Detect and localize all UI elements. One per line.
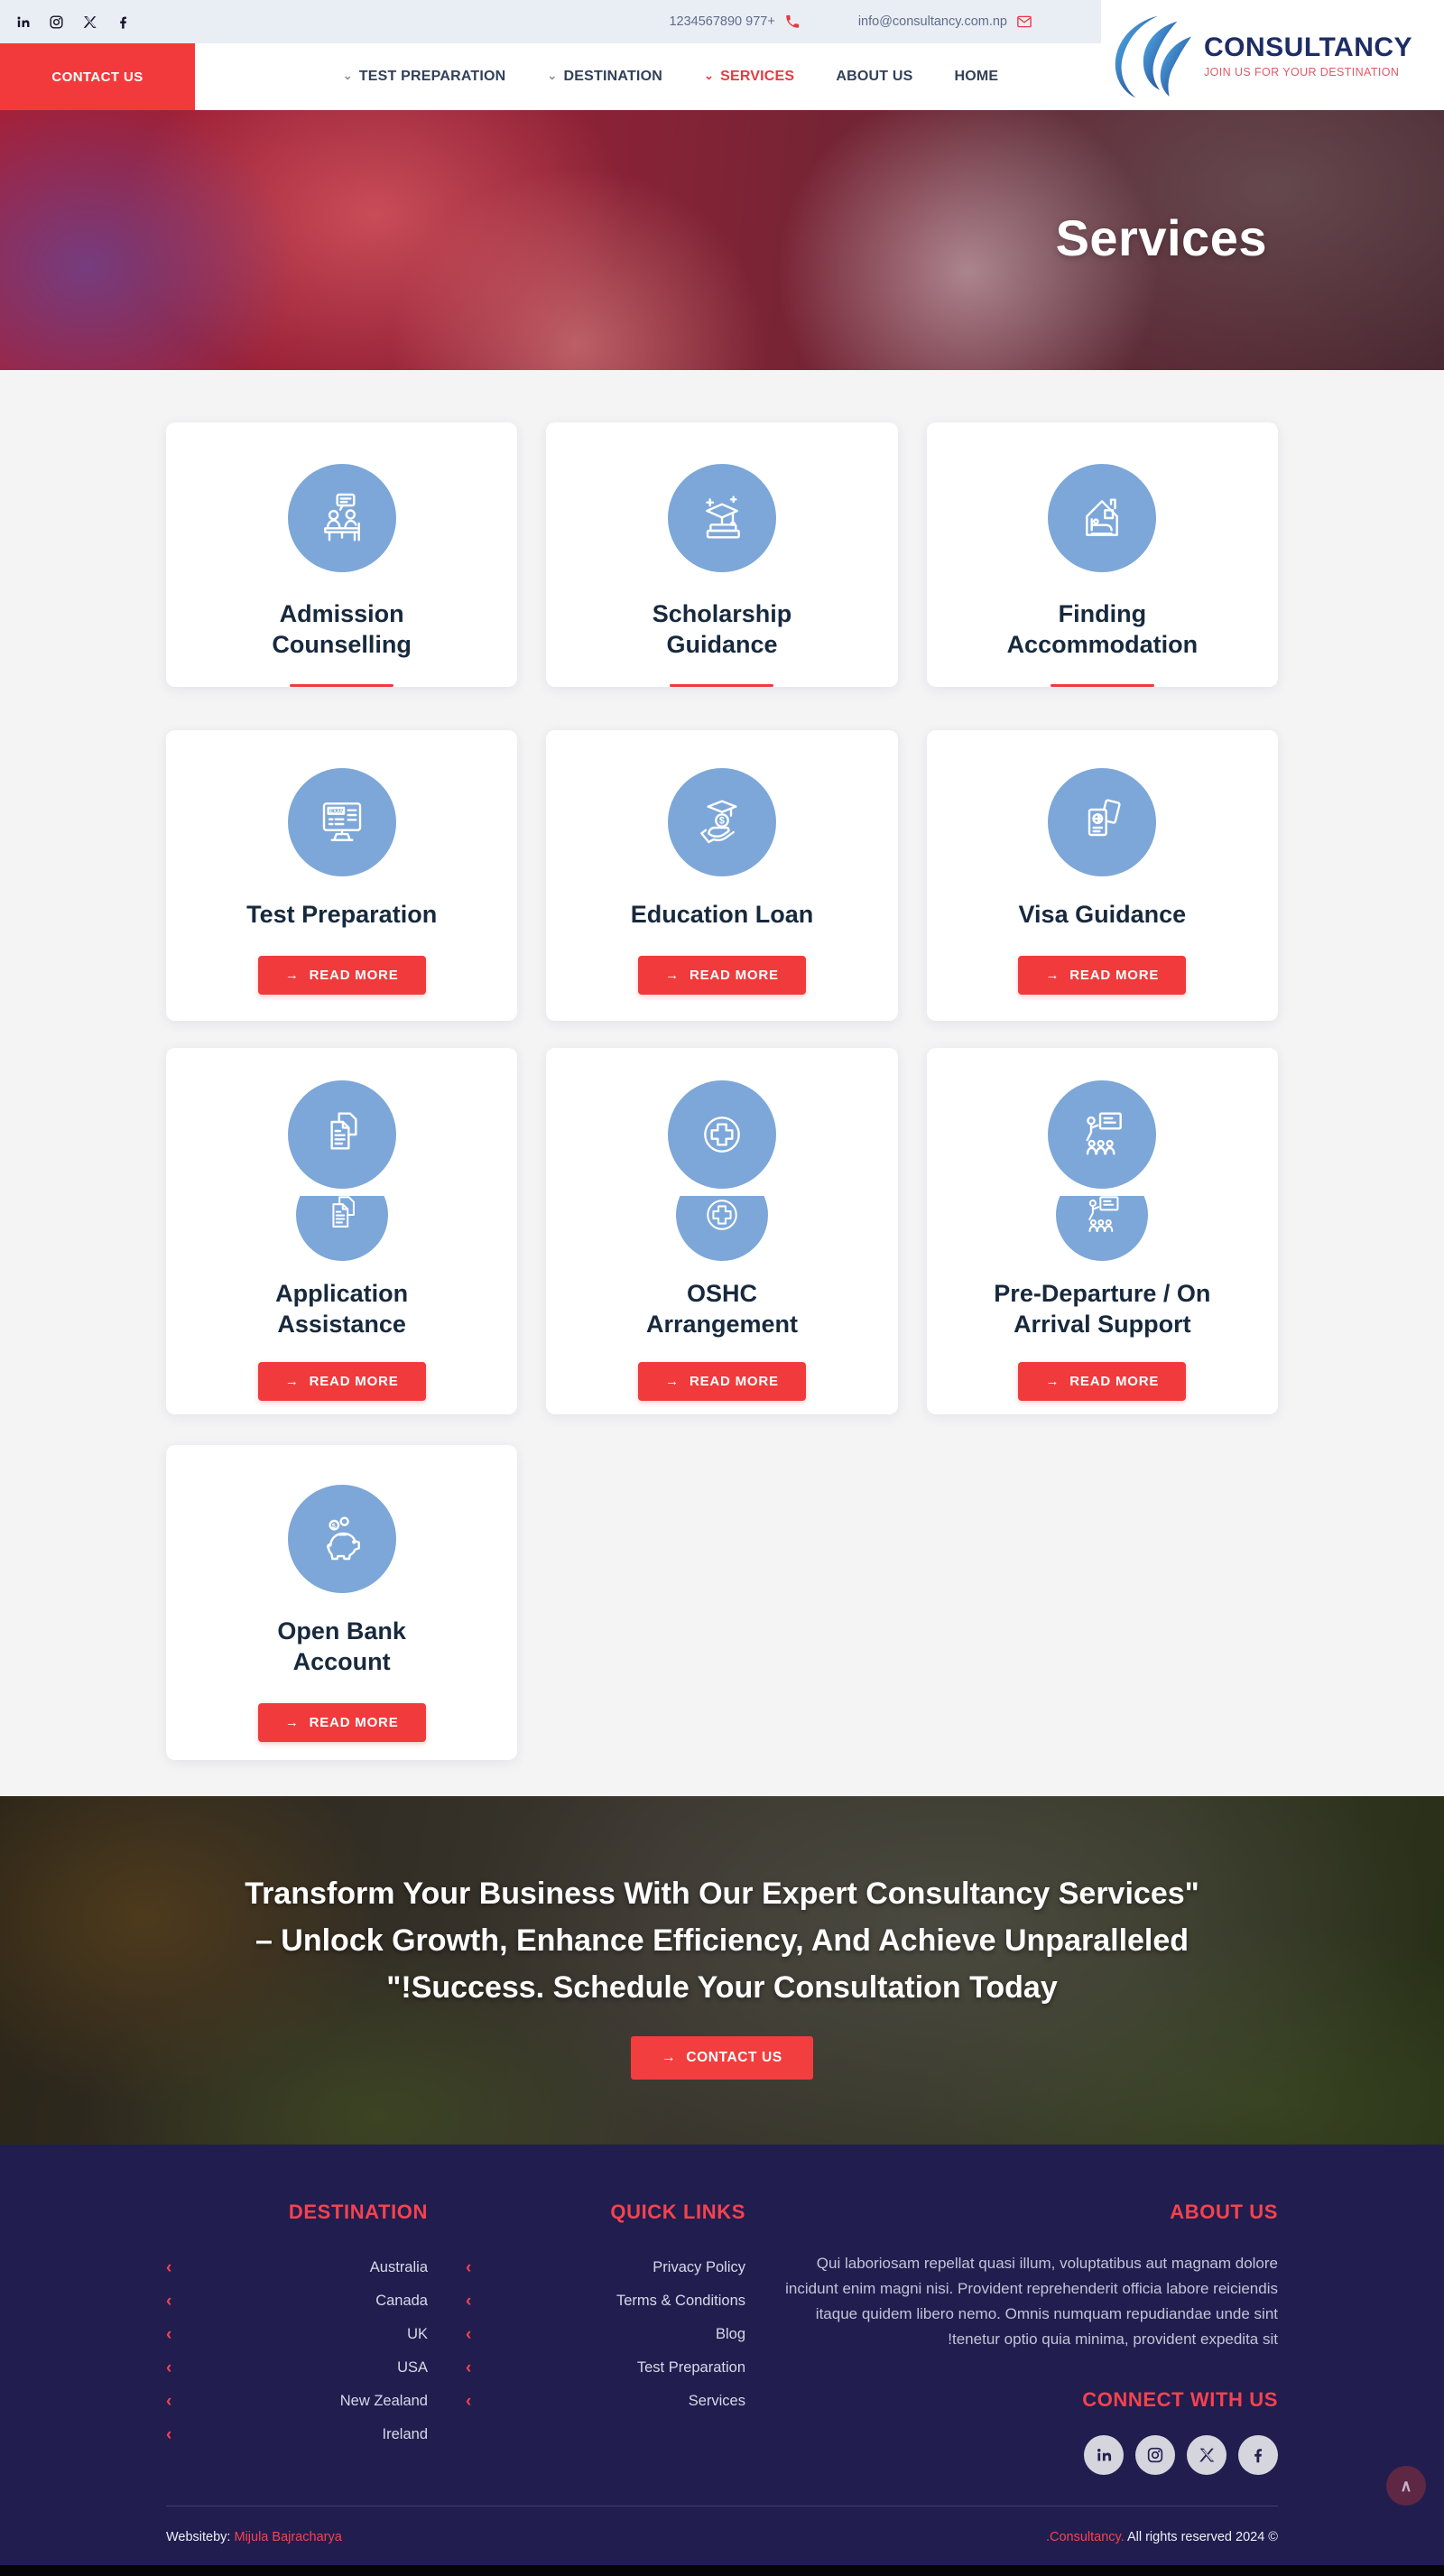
read-more-button[interactable]: → READ MORE bbox=[1018, 956, 1186, 995]
read-more-button[interactable]: → READ MORE bbox=[258, 956, 426, 995]
service-title: Scholarship Guidance bbox=[652, 600, 792, 658]
service-card-open-bank-account bbox=[166, 1445, 517, 1760]
phone-link[interactable] bbox=[669, 14, 800, 30]
service-card-oshc-arrangement bbox=[546, 1048, 897, 1414]
admission-counselling-icon bbox=[288, 464, 396, 572]
service-card-education-loan bbox=[546, 730, 897, 1021]
service-card-test-preparation bbox=[166, 730, 517, 1021]
read-more-button[interactable]: → READ MORE bbox=[638, 956, 806, 995]
linkedin-icon[interactable] bbox=[14, 14, 32, 31]
logo-globe-icon bbox=[1110, 13, 1195, 97]
red-underline bbox=[290, 684, 393, 688]
facebook-icon[interactable] bbox=[1238, 2435, 1278, 2475]
service-card-admission-counselling[interactable] bbox=[166, 422, 517, 687]
oshc-arrangement-icon bbox=[668, 1080, 776, 1189]
footer-about-heading: ABOUT US bbox=[1170, 2201, 1278, 2223]
services-row-4 bbox=[166, 1445, 1278, 1760]
footer-quick-links-column bbox=[466, 2201, 745, 2475]
footer-link-ireland[interactable]: ‹ Ireland bbox=[166, 2425, 428, 2444]
chevron-left-icon: ‹ bbox=[466, 2292, 472, 2311]
footer-social-icons bbox=[783, 2435, 1278, 2475]
footer-link-terms-conditions[interactable]: ‹ Terms & Conditions bbox=[466, 2292, 745, 2311]
contact-us-button[interactable]: CONTACT US bbox=[0, 43, 195, 110]
footer-destination-heading: DESTINATION bbox=[288, 2201, 428, 2223]
read-more-button[interactable]: → READ MORE bbox=[638, 1362, 806, 1401]
brand-link[interactable]: .Consultancy. bbox=[1045, 2530, 1125, 2544]
service-title: Pre-Departure / On Arrival Support bbox=[994, 1280, 1211, 1338]
service-title: OSHC Arrangement bbox=[645, 1280, 798, 1338]
footer-link-australia[interactable]: ‹ Australia bbox=[166, 2258, 428, 2277]
chevron-down-icon: ⌄ bbox=[342, 68, 353, 82]
scholarship-guidance-icon bbox=[668, 464, 776, 572]
footer-about-column bbox=[783, 2201, 1278, 2475]
education-loan-icon bbox=[668, 768, 776, 876]
destination-list bbox=[166, 2251, 428, 2451]
red-underline bbox=[1051, 684, 1154, 688]
service-title: Admission Counselling bbox=[272, 600, 412, 658]
logo-title: CONSULTANCY bbox=[1204, 32, 1413, 62]
mail-icon bbox=[1016, 14, 1032, 30]
nav-item-destination[interactable]: ⌄ DESTINATION bbox=[547, 68, 662, 84]
website-author-link[interactable]: Mijula Bajracharya bbox=[234, 2530, 342, 2544]
phone-icon bbox=[784, 14, 801, 30]
arrow-right-icon: → bbox=[1045, 967, 1060, 983]
services-row-1 bbox=[166, 422, 1278, 687]
instagram-icon[interactable] bbox=[48, 14, 65, 31]
chevron-left-icon: ‹ bbox=[466, 2392, 472, 2411]
x-icon[interactable] bbox=[1187, 2435, 1226, 2475]
nav-item-services[interactable]: ⌄ SERVICES bbox=[703, 68, 795, 84]
application-assistance-ghost-icon bbox=[296, 1196, 388, 1263]
test-preparation-icon bbox=[288, 768, 396, 876]
pre-departure-icon bbox=[1048, 1080, 1156, 1189]
footer-link-canada[interactable]: ‹ Canada bbox=[166, 2292, 428, 2311]
arrow-right-icon: → bbox=[665, 1373, 680, 1389]
footer-destination-column bbox=[166, 2201, 428, 2475]
chevron-left-icon: ‹ bbox=[166, 2358, 172, 2377]
service-title: Open Bank Account bbox=[277, 1617, 406, 1675]
chevron-left-icon: ‹ bbox=[166, 2258, 172, 2277]
application-assistance-icon bbox=[288, 1080, 396, 1189]
read-more-button[interactable]: → READ MORE bbox=[1018, 1362, 1186, 1401]
topbar-contacts bbox=[669, 14, 1065, 30]
arrow-right-icon: → bbox=[284, 1714, 300, 1730]
nav-item-about-us[interactable]: ABOUT US bbox=[836, 69, 913, 84]
service-title: Application Assistance bbox=[275, 1280, 409, 1338]
read-more-button[interactable]: → READ MORE bbox=[258, 1362, 426, 1401]
arrow-right-icon: → bbox=[665, 967, 680, 983]
website-credit: Websiteby: Mijula Bajracharya bbox=[166, 2530, 342, 2544]
footer-link-blog[interactable]: ‹ Blog bbox=[466, 2325, 745, 2344]
service-card-application-assistance bbox=[166, 1048, 517, 1414]
footer-bottom-bar bbox=[166, 2507, 1278, 2544]
service-title: Test Preparation bbox=[246, 901, 438, 928]
chevron-down-icon: ⌄ bbox=[703, 68, 715, 82]
chevron-left-icon: ‹ bbox=[466, 2358, 472, 2377]
chevron-left-icon: ‹ bbox=[466, 2325, 472, 2344]
page-title: Services bbox=[1055, 208, 1267, 266]
services-section bbox=[0, 370, 1444, 1796]
cta-contact-us-button[interactable]: → CONTACT US bbox=[631, 2036, 813, 2080]
arrow-right-icon: → bbox=[1045, 1373, 1060, 1389]
copyright: .Consultancy. All rights reserved 2024 © bbox=[1045, 2530, 1278, 2544]
nav-item-home[interactable]: HOME bbox=[954, 69, 999, 84]
footer-link-usa[interactable]: ‹ USA bbox=[166, 2358, 428, 2377]
visa-guidance-icon bbox=[1048, 768, 1156, 876]
x-icon[interactable] bbox=[81, 14, 98, 31]
chevron-left-icon: ‹ bbox=[466, 2258, 472, 2277]
read-more-button[interactable]: → READ MORE bbox=[258, 1703, 426, 1742]
arrow-right-icon: → bbox=[284, 1373, 300, 1389]
chevron-left-icon: ‹ bbox=[166, 2392, 172, 2411]
nav-item-test-preparation[interactable]: ⌄ TEST PREPARATION bbox=[342, 68, 506, 84]
footer-about-text: Qui laboriosam repellat quasi illum, voluptatibus aut magnam dolore incidunt enim magni nisi. Provident reprehenderit officia labore reiciendis itaque quidem libero nemo. Omnis numquam repudiandae unde sint !tenetur optio quia minima, provident expedita sit bbox=[785, 2255, 1278, 2348]
arrow-right-icon: → bbox=[662, 2050, 677, 2065]
chevron-left-icon: ‹ bbox=[166, 2292, 172, 2311]
instagram-icon[interactable] bbox=[1135, 2435, 1175, 2475]
logo-tagline: JOIN US FOR YOUR DESTINATION bbox=[1204, 65, 1400, 79]
scroll-to-top-button[interactable] bbox=[1386, 2466, 1426, 2506]
service-card-finding-accommodation[interactable] bbox=[927, 422, 1278, 687]
open-bank-account-icon bbox=[288, 1485, 396, 1593]
email-link[interactable] bbox=[858, 14, 1032, 30]
pre-departure-ghost-icon bbox=[1056, 1196, 1148, 1263]
chevron-left-icon: ‹ bbox=[166, 2325, 172, 2344]
chevron-left-icon: ‹ bbox=[166, 2425, 172, 2444]
topbar-social bbox=[14, 14, 132, 31]
service-card-scholarship-guidance[interactable] bbox=[546, 422, 897, 687]
bottom-strip bbox=[0, 2565, 1444, 2576]
linkedin-icon[interactable] bbox=[1084, 2435, 1124, 2475]
oshc-arrangement-ghost-icon bbox=[676, 1196, 768, 1263]
facebook-icon[interactable] bbox=[115, 14, 132, 31]
service-title: Finding Accommodation bbox=[1006, 600, 1199, 658]
service-card-pre-departure bbox=[927, 1048, 1278, 1414]
footer-link-privacy-policy[interactable]: ‹ Privacy Policy bbox=[466, 2258, 745, 2277]
chevron-up-icon: ∧ bbox=[1400, 2476, 1412, 2495]
footer-link-test-preparation[interactable]: ‹ Test Preparation bbox=[466, 2358, 745, 2377]
footer-link-uk[interactable]: ‹ UK bbox=[166, 2325, 428, 2344]
chevron-down-icon: ⌄ bbox=[547, 68, 558, 82]
footer bbox=[0, 2145, 1444, 2565]
footer-link-services[interactable]: ‹ Services bbox=[466, 2392, 745, 2411]
service-title: Education Loan bbox=[630, 901, 814, 928]
red-underline bbox=[670, 684, 773, 688]
arrow-right-icon: → bbox=[284, 967, 300, 983]
footer-connect-heading: CONNECT WITH US bbox=[1082, 2388, 1278, 2411]
footer-quick-links-heading: QUICK LINKS bbox=[610, 2201, 745, 2223]
cta-heading: Transform Your Business With Our Expert Consultancy Services" – Unlock Growth, Enhance Efficiency, And Achieve Unparalleled "!Success. Schedule Your Consultation Today bbox=[245, 1876, 1199, 2005]
service-title: Visa Guidance bbox=[1018, 901, 1187, 928]
services-row-2 bbox=[166, 730, 1278, 1021]
service-card-visa-guidance bbox=[927, 730, 1278, 1021]
quick-links-list bbox=[466, 2251, 745, 2418]
footer-link-new-zealand[interactable]: ‹ New Zealand bbox=[166, 2392, 428, 2411]
email-address: info@consultancy.com.np bbox=[857, 14, 1007, 29]
services-row-3 bbox=[166, 1048, 1278, 1414]
logo[interactable] bbox=[1101, 0, 1444, 110]
hero-banner bbox=[0, 110, 1444, 370]
cta-section bbox=[0, 1796, 1444, 2145]
phone-number: 1234567890 977+ bbox=[669, 14, 775, 29]
finding-accommodation-icon bbox=[1048, 464, 1156, 572]
header bbox=[0, 0, 1444, 110]
